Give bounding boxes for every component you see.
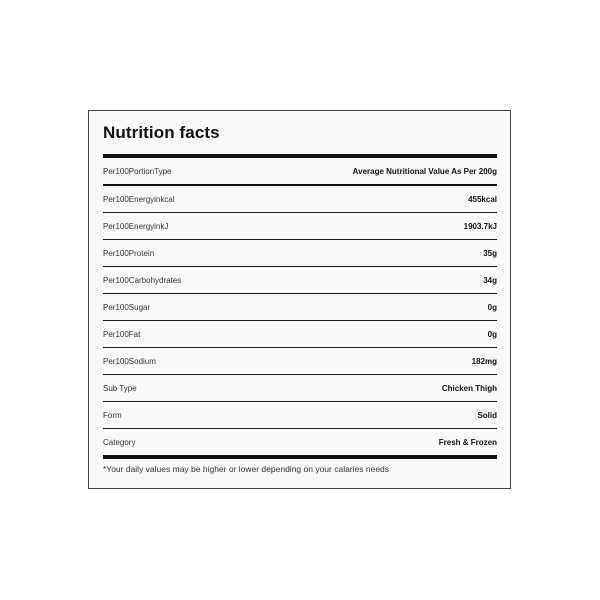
row-value: 1903.7kJ: [463, 221, 497, 231]
table-row-carbohydrates: [103, 267, 497, 294]
nutrition-table: [103, 158, 497, 456]
row-label: Per100PortionType: [103, 166, 172, 176]
row-value: Solid: [477, 410, 497, 420]
row-label: Sub Type: [103, 383, 137, 393]
row-value: 0g: [487, 329, 497, 339]
row-value: 182mg: [471, 356, 497, 366]
row-label: Per100EnergyinkJ: [103, 221, 169, 231]
table-row-fat: [103, 321, 497, 348]
table-row-sugar: [103, 294, 497, 321]
nutrition-facts-title: Nutrition facts: [103, 123, 220, 142]
table-row-sub-type: [103, 375, 497, 402]
row-value: Fresh & Frozen: [438, 438, 497, 447]
row-label: Category: [103, 438, 136, 447]
row-value: 34g: [483, 275, 497, 285]
table-row-form: [103, 402, 497, 429]
table-row-category: [103, 429, 497, 456]
table-row-protein: [103, 240, 497, 267]
table-row-energy-kcal: [103, 186, 497, 213]
table-row-portion-type: [103, 158, 497, 186]
row-value: 455kcal: [468, 194, 497, 204]
row-label: Per100Fat: [103, 329, 141, 339]
row-label: Per100Sugar: [103, 302, 151, 312]
row-value: 35g: [483, 248, 497, 258]
table-row-energy-kj: [103, 213, 497, 240]
table-row-sodium: [103, 348, 497, 375]
nutrition-facts-card: [88, 110, 511, 489]
row-value: Average Nutritional Value As Per 200g: [352, 166, 497, 176]
row-label: Per100Carbohydrates: [103, 275, 182, 285]
bottom-divider-bar: [103, 455, 497, 459]
row-value: Chicken Thigh: [441, 383, 497, 393]
row-label: Per100Energyinkcal: [103, 194, 175, 204]
row-label: Per100Protein: [103, 248, 155, 258]
row-value: 0g: [487, 302, 497, 312]
daily-values-footnote: *Your daily values may be higher or lower depending on your calaries needs: [103, 464, 390, 474]
row-label: Per100Sodium: [103, 356, 156, 366]
row-label: Form: [103, 410, 122, 420]
